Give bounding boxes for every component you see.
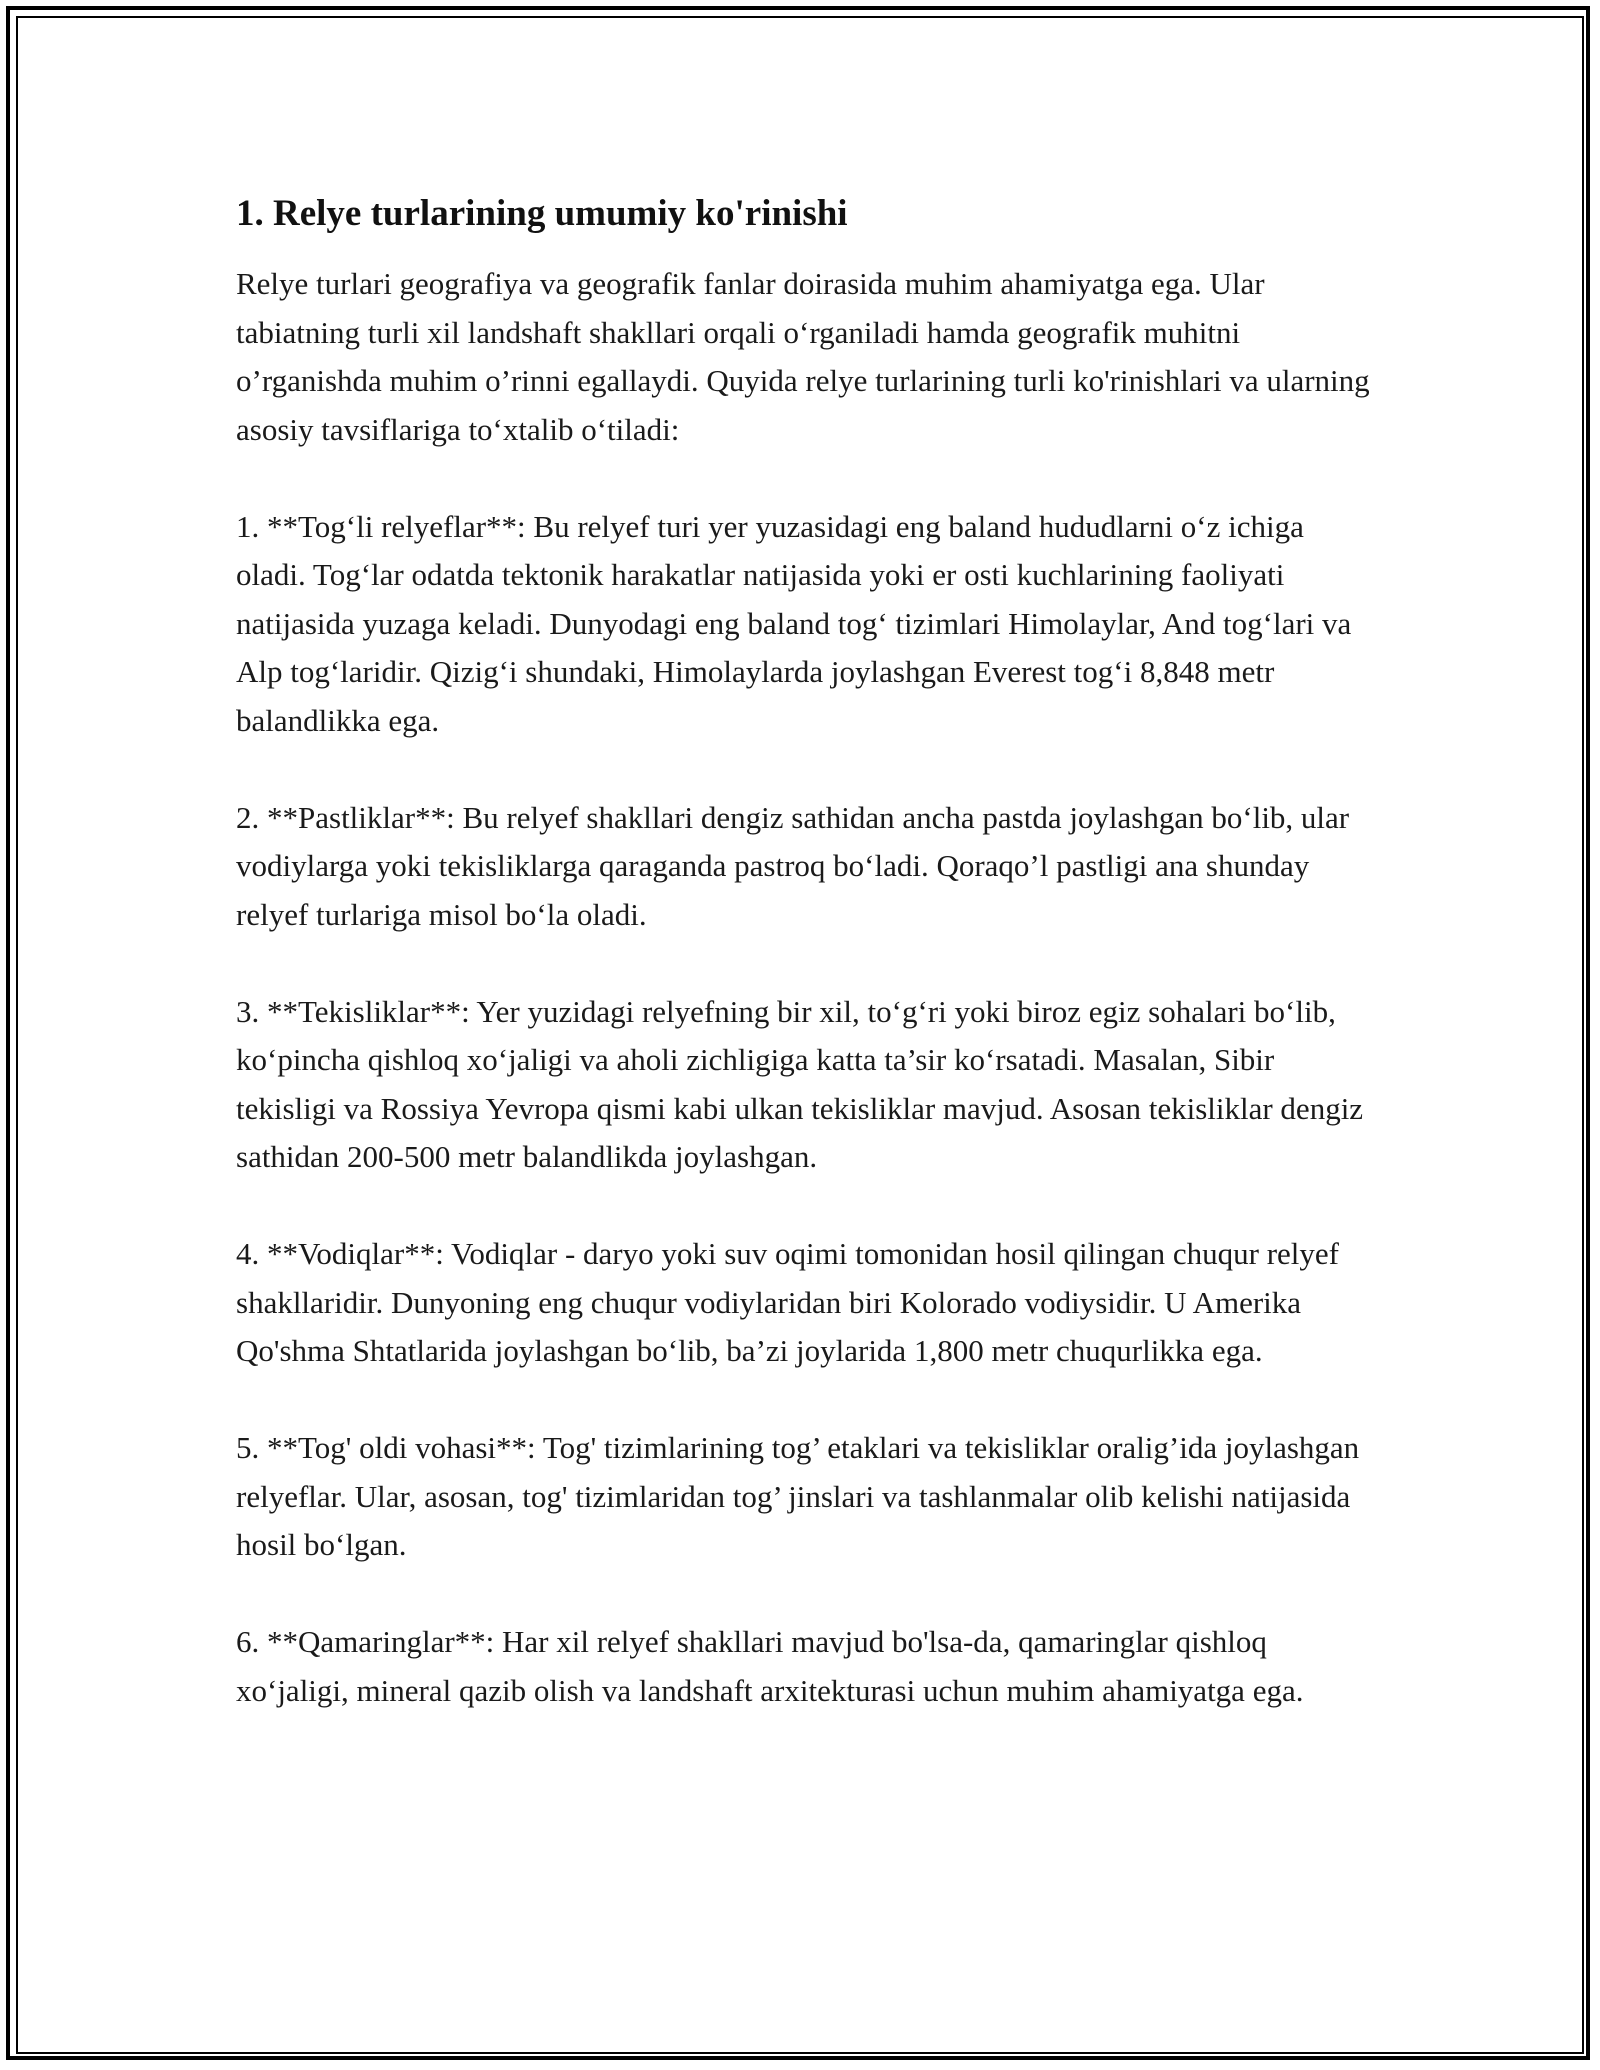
paragraph-plains: 3. **Tekisliklar**: Yer yuzidagi relyefning bir xil, to‘g‘ri yoki biroz egiz sohalari bo‘lib, ko‘pincha qishloq xo‘jaligi va aholi zichligiga katta ta’sir ko‘rsatadi. Masalan, Sibir tekisligi va Rossiya Yevropa qismi kabi ulkan tekisliklar mavjud. Asosan tekisliklar dengiz sathidan 200-500 metr balandlikda joylashgan. — [236, 993, 1364, 1174]
document-body — [236, 190, 1376, 1764]
paragraph-depressions: 2. **Pastliklar**: Bu relyef shakllari dengiz sathidan ancha pastda joylashgan bo‘lib, ular vodiylarga yoki tekisliklarga qaraganda pastroq bo‘ladi. Qoraqo’l pastligi ana shunday relyef turlariga misol bo‘la oladi. — [236, 799, 1350, 932]
paragraph-foothill-oasis: 5. **Tog' oldi vohasi**: Tog' tizimlarining tog’ etaklari va tekisliklar oralig’ida joylashgan relyeflar. Ular, asosan, tog' tizimlaridan tog’ jinslari va tashlanmalar olib kelishi natijasida hosil bo‘lgan. — [236, 1430, 1360, 1562]
paragraph-qamaringlar: 6. **Qamaringlar**: Har xil relyef shakllari mavjud bo'lsa-da, qamaringlar qishloq xo‘jaligi, mineral qazib olish va landshaft arxitekturasi uchun muhim ahamiyatga ega. — [236, 1624, 1304, 1708]
paragraph-valleys: 4. **Vodiqlar**: Vodiqlar - daryo yoki suv oqimi tomonidan hosil qilingan chuqur relyef shakllaridir. Dunyoning eng chuqur vodiylaridan biri Kolorado vodiysidir. U Amerika Qo'shma Shtatlarida joylashgan bo‘lib, ba’zi joylarida 1,800 metr chuqurlikka ega. — [236, 1236, 1339, 1368]
paragraph-intro: Relye turlari geografiya va geografik fanlar doirasida muhim ahamiyatga ega. Ular tabiatning turli xil landshaft shakllari orqali o‘rganiladi hamda geografik muhitni o’rganishda muhim o’rinni egallaydi. Quyida relye turlarining turli ko'rinishlari va ularning asosiy tavsiflariga to‘xtalib o‘tiladi: — [236, 266, 1370, 447]
paragraph-mountains: 1. **Tog‘li relyeflar**: Bu relyef turi yer yuzasidagi eng baland hududlarni o‘z ichiga oladi. Tog‘lar odatda tektonik harakatlar natijasida yoki er osti kuchlarining faoliyati natijasida yuzaga keladi. Dunyodagi eng baland tog‘ tizimlari Himolaylar, And tog‘lari va Alp tog‘laridir. Qizig‘i shundaki, Himolaylarda joylashgan Everest tog‘i 8,848 metr balandlikka ega. — [236, 508, 1352, 738]
document-title: 1. Relye turlarining umumiy ko'rinishi — [236, 193, 848, 234]
